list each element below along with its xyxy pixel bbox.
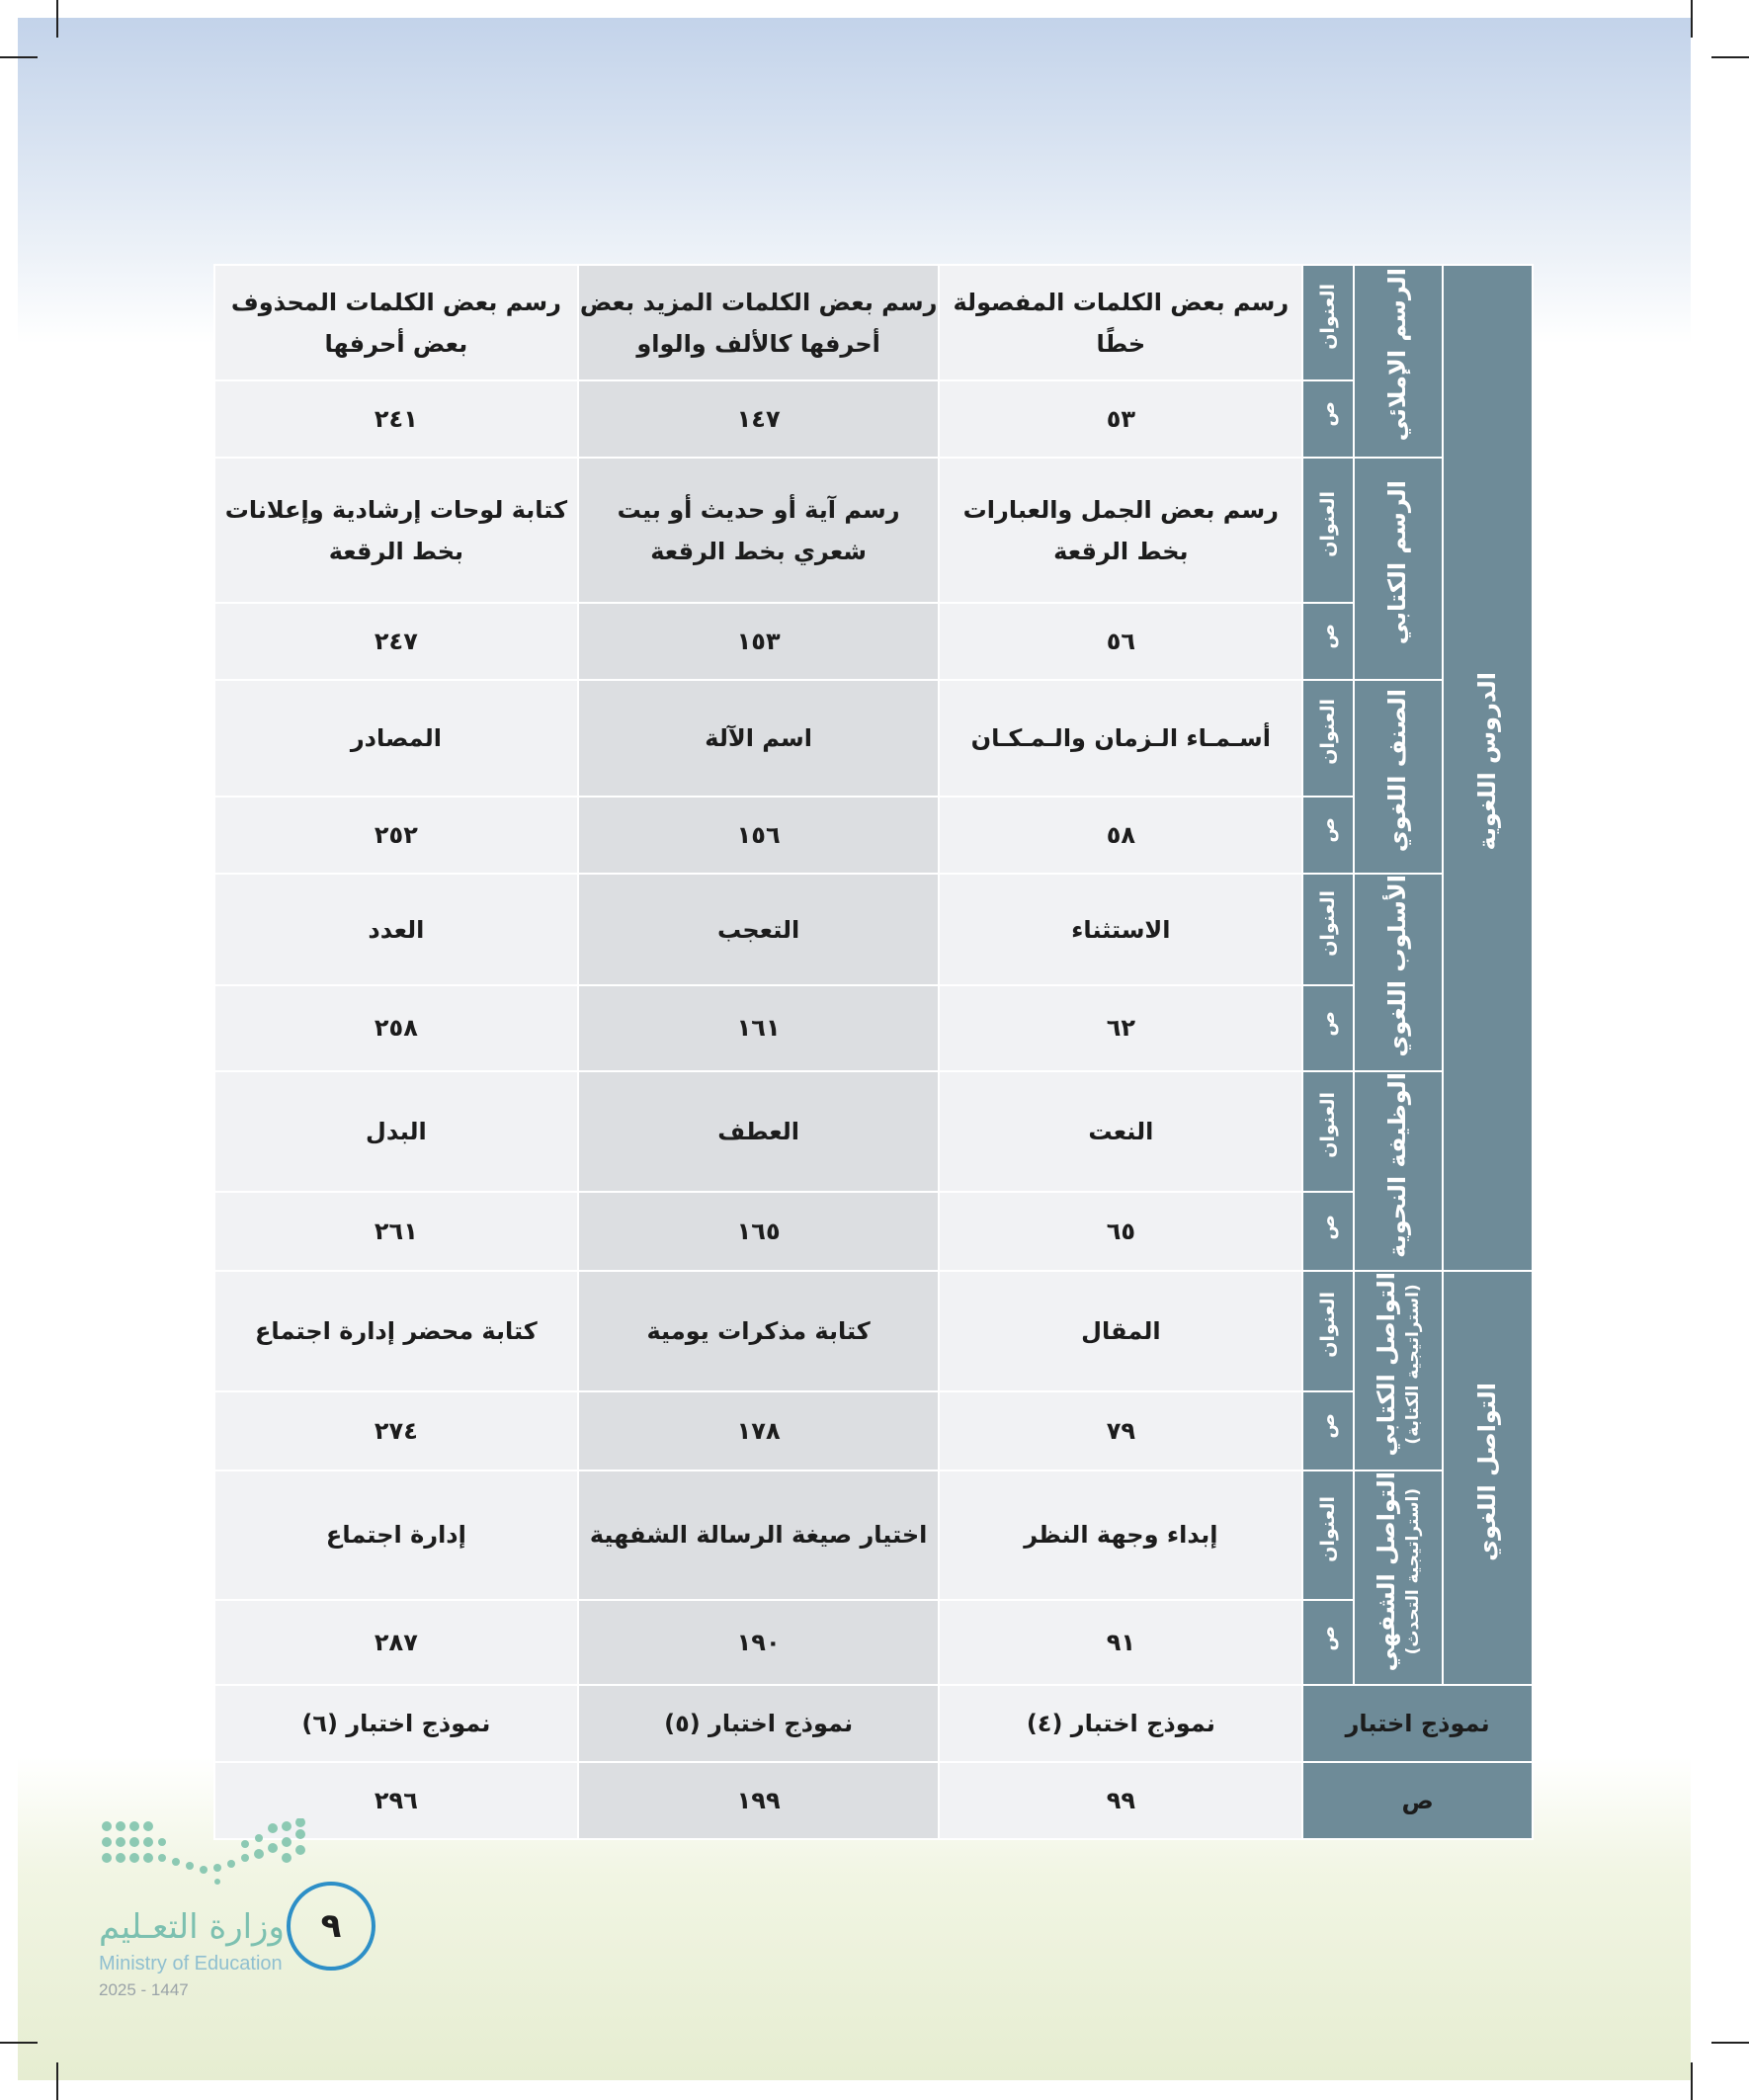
lesson-title: البدل xyxy=(214,1071,578,1192)
table-row xyxy=(214,1271,1533,1390)
table-row xyxy=(214,985,1533,1071)
section-name: الرسم الكتابي xyxy=(1354,458,1444,680)
page-number: ٩١ xyxy=(939,1600,1302,1686)
lesson-title: المقال xyxy=(939,1271,1302,1390)
crop-mark xyxy=(1691,0,1693,38)
lesson-title: أسـمـاء الـزمان والـمـكـان xyxy=(939,680,1302,797)
table-row xyxy=(214,874,1533,985)
group-language-lessons: الدروس اللغوية xyxy=(1443,265,1533,1271)
title-label: العنوان xyxy=(1302,874,1354,985)
table-row xyxy=(214,458,1533,603)
test-title: نموذج اختبار (٦) xyxy=(214,1685,578,1762)
page-number: ٥٦ xyxy=(939,603,1302,680)
lesson-title: رسم بعض الكلمات المحذوف بعض أحرفها xyxy=(214,265,578,380)
lesson-title: رسم بعض الكلمات المزيد بعض أحرفها كالألف والواو xyxy=(578,265,940,380)
table-row xyxy=(214,1685,1533,1762)
table-row xyxy=(214,1071,1533,1192)
test-page-label: ص xyxy=(1302,1762,1533,1839)
page-number: ٦٢ xyxy=(939,985,1302,1071)
group-language-communication: التواصل اللغوي xyxy=(1443,1271,1533,1685)
title-label: العنوان xyxy=(1302,680,1354,797)
title-label: العنوان xyxy=(1302,265,1354,380)
table-row xyxy=(214,1470,1533,1600)
section-name: الأسلوب اللغوي xyxy=(1354,874,1444,1071)
lesson-title: رسم آية أو حديث أو بيت شعري بخط الرقعة xyxy=(578,458,940,603)
test-label: نموذج اختبار xyxy=(1302,1685,1533,1762)
page-number: ١٤٧ xyxy=(578,380,940,458)
table-row xyxy=(214,797,1533,874)
page-number: ١٥٦ xyxy=(578,797,940,874)
page-number: ٢٩٦ xyxy=(214,1762,578,1839)
test-title: نموذج اختبار (٥) xyxy=(578,1685,940,1762)
page-number: ٦٥ xyxy=(939,1192,1302,1272)
section-name: الرسم الإملائي xyxy=(1354,265,1444,458)
crop-mark xyxy=(0,2042,38,2044)
lesson-title: العدد xyxy=(214,874,578,985)
page-label: ص xyxy=(1302,1391,1354,1470)
page-number: ٢٤٧ xyxy=(214,603,578,680)
page-number-badge: ٩ xyxy=(287,1882,375,1971)
page-number: ١٥٣ xyxy=(578,603,940,680)
test-title: نموذج اختبار (٤) xyxy=(939,1685,1302,1762)
page-number: ٢٤١ xyxy=(214,380,578,458)
page-number: ٢٥٢ xyxy=(214,797,578,874)
page-label: ص xyxy=(1302,797,1354,874)
title-label: العنوان xyxy=(1302,1071,1354,1192)
lesson-title: إدارة اجتماع xyxy=(214,1470,578,1600)
section-name: الوظيفة النحوية xyxy=(1354,1071,1444,1272)
page-number: ١٩٩ xyxy=(578,1762,940,1839)
crop-mark xyxy=(1691,2062,1693,2100)
lesson-title: الاستثناء xyxy=(939,874,1302,985)
ministry-logo-dots xyxy=(99,1818,316,1892)
table-row xyxy=(214,1600,1533,1686)
title-label: العنوان xyxy=(1302,1470,1354,1600)
section-name: التواصل الكتابي (استراتيجية الكتابة) xyxy=(1354,1271,1444,1470)
lesson-title: رسم بعض الكلمات المفصولة خطًا xyxy=(939,265,1302,380)
page-number: ٧٩ xyxy=(939,1391,1302,1470)
page-number: ٢٦١ xyxy=(214,1192,578,1272)
lesson-title: المصادر xyxy=(214,680,578,797)
table-row xyxy=(214,380,1533,458)
table-row xyxy=(214,603,1533,680)
page-number: ٢٧٤ xyxy=(214,1391,578,1470)
table-row xyxy=(214,1192,1533,1272)
page-number: ١٦٥ xyxy=(578,1192,940,1272)
table-row xyxy=(214,680,1533,797)
page-number: ١٦١ xyxy=(578,985,940,1071)
section-name: الصنف اللغوي xyxy=(1354,680,1444,874)
section-name: التواصل الشفهي (استراتيجية التحدث) xyxy=(1354,1470,1444,1685)
crop-mark xyxy=(1711,2042,1749,2044)
page-number: ١٩٠ xyxy=(578,1600,940,1686)
lesson-title: كتابة محضر إدارة اجتماع xyxy=(214,1271,578,1390)
table-row xyxy=(214,1391,1533,1470)
crop-mark xyxy=(1711,56,1749,58)
page-number: ٢٨٧ xyxy=(214,1600,578,1686)
lesson-title: اسم الآلة xyxy=(578,680,940,797)
page-number: ٢٥٨ xyxy=(214,985,578,1071)
page-number: ١٧٨ xyxy=(578,1391,940,1470)
page-number: ٩٩ xyxy=(939,1762,1302,1839)
title-label: العنوان xyxy=(1302,458,1354,603)
lesson-title: رسم بعض الجمل والعبارات بخط الرقعة xyxy=(939,458,1302,603)
page-number: ٥٣ xyxy=(939,380,1302,458)
page-number: ٥٨ xyxy=(939,797,1302,874)
page-label: ص xyxy=(1302,603,1354,680)
crop-mark xyxy=(56,0,58,38)
table-of-contents xyxy=(213,264,1534,1840)
edition-year: 2025 - 1447 xyxy=(99,1980,189,1999)
table-row xyxy=(214,265,1533,380)
ministry-name-english: Ministry of Education xyxy=(99,1953,283,1974)
page-label: ص xyxy=(1302,1192,1354,1272)
crop-mark xyxy=(0,56,38,58)
lesson-title: العطف xyxy=(578,1071,940,1192)
title-label: العنوان xyxy=(1302,1271,1354,1390)
lesson-title: كتابة مذكرات يومية xyxy=(578,1271,940,1390)
page-label: ص xyxy=(1302,985,1354,1071)
lesson-title: التعجب xyxy=(578,874,940,985)
page-label: ص xyxy=(1302,1600,1354,1686)
crop-mark xyxy=(56,2062,58,2100)
lesson-title: إبداء وجهة النظر xyxy=(939,1470,1302,1600)
ministry-name-arabic: وزارة التعـليم xyxy=(99,1907,285,1947)
table-row xyxy=(214,1762,1533,1839)
lesson-title: كتابة لوحات إرشادية وإعلانات بخط الرقعة xyxy=(214,458,578,603)
page-label: ص xyxy=(1302,380,1354,458)
lesson-title: النعت xyxy=(939,1071,1302,1192)
lesson-title: اختيار صيغة الرسالة الشفهية xyxy=(578,1470,940,1600)
